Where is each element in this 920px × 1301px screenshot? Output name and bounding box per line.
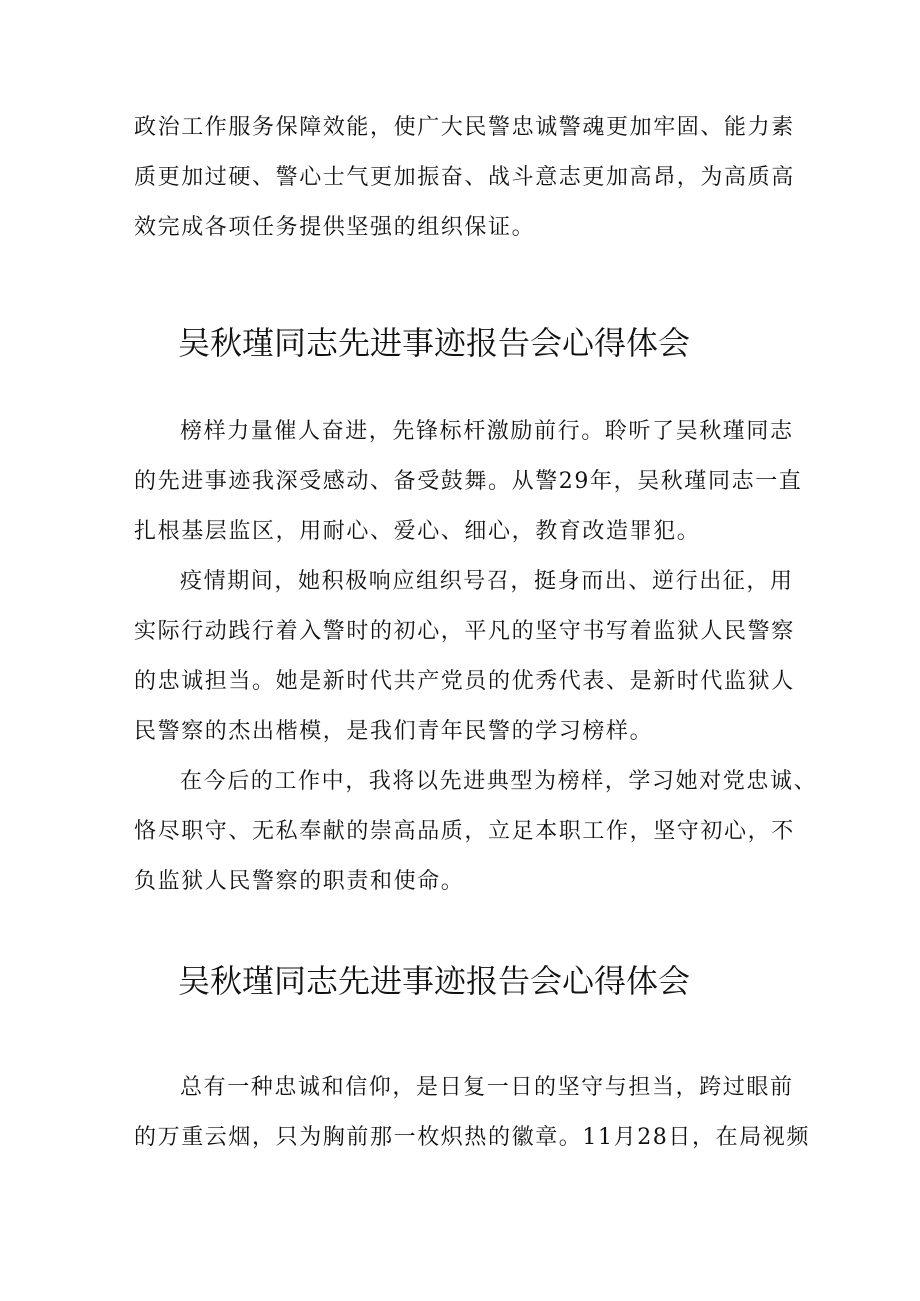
text-line: 的忠诚担当。她是新时代共产党员的优秀代表、是新时代监狱人 <box>134 669 795 694</box>
text-line: 实际行动践行着入警时的初心，平凡的坚守书写着监狱人民警察 <box>134 619 795 644</box>
text-line: 疫情期间，她积极响应组织号召，挺身而出、逆行出征，用 <box>180 569 794 594</box>
text-line: 民警察的杰出楷模，是我们青年民警的学习榜样。 <box>134 719 654 744</box>
text-line: 效完成各项任务提供坚强的组织保证。 <box>134 215 536 240</box>
text-line: 质更加过硬、警心士气更加振奋、战斗意志更加高昂，为高质高 <box>134 165 795 190</box>
text-line: 在今后的工作中，我将以先进典型为榜样，学习她对党忠诚、 <box>180 769 818 794</box>
section-title: 吴秋瑾同志先进事迹报告会心得体会 <box>178 962 691 1000</box>
text-line: 扎根基层监区，用耐心、爱心、细心，教育改造罪犯。 <box>134 519 701 544</box>
text-line: 负监狱人民警察的职责和使命。 <box>134 869 465 894</box>
text-line: 的万重云烟，只为胸前那一枚炽热的徽章。11月28日，在局视频 <box>134 1125 810 1150</box>
text-line: 榜样力量催人奋进，先锋标杆激励前行。聆听了吴秋瑾同志 <box>180 419 794 444</box>
text-line: 的先进事迹我深受感动、备受鼓舞。从警29年，吴秋瑾同志一直 <box>134 469 803 494</box>
text-line: 总有一种忠诚和信仰，是日复一日的坚守与担当，跨过眼前 <box>180 1075 794 1100</box>
text-line: 政治工作服务保障效能，使广大民警忠诚警魂更加牢固、能力素 <box>134 115 795 140</box>
text-line: 恪尽职守、无私奉献的崇高品质，立足本职工作，坚守初心，不 <box>134 819 795 844</box>
section-title: 吴秋瑾同志先进事迹报告会心得体会 <box>178 324 691 362</box>
